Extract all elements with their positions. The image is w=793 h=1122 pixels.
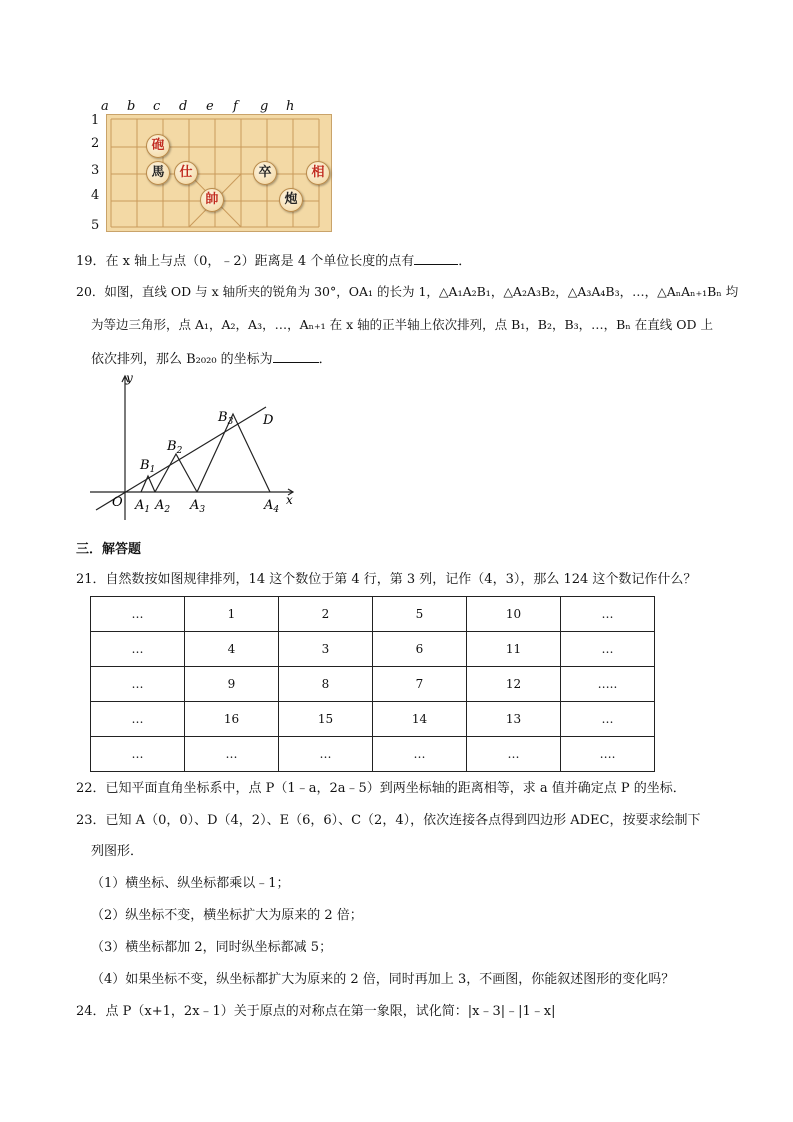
col-label: f bbox=[233, 99, 238, 114]
piece-zu-black: 卒 bbox=[253, 161, 277, 185]
table-cell: 9 bbox=[185, 667, 279, 702]
q19-text: 在 x 轴上与点（0，﹣2）距离是 4 个单位长度的点有 bbox=[105, 254, 415, 269]
col-label: b bbox=[127, 99, 136, 114]
question-20-line2 bbox=[91, 316, 713, 334]
table-cell: 4 bbox=[185, 632, 279, 667]
piece-pao-red: 砲 bbox=[146, 134, 170, 158]
question-20-line3 bbox=[91, 348, 332, 369]
table-cell: … bbox=[279, 737, 373, 772]
q21-text: 自然数按如图规律排列，14 这个数位于第 4 行，第 3 列，记作（4，3），那么 124 这个数记作什么？ bbox=[105, 572, 697, 587]
table-row bbox=[91, 702, 655, 737]
col-label: g bbox=[260, 99, 269, 114]
q20-line1: 如图，直线 OD 与 x 轴所夹的锐角为 30°，OA₁ 的长为 1，△A₁A₂B₁，△A₂A₃B₂，△A₃A₄B₃，…，△AₙAₙ₊₁Bₙ 均 bbox=[104, 284, 739, 299]
table-cell: … bbox=[91, 702, 185, 737]
equilateral-triangles-figure bbox=[88, 372, 298, 522]
q24-number: 24． bbox=[76, 1004, 106, 1019]
A1-label: $A_1$ bbox=[135, 498, 151, 515]
table-row bbox=[91, 597, 655, 632]
q20-answer-blank[interactable] bbox=[273, 348, 319, 363]
table-cell: 3 bbox=[279, 632, 373, 667]
q19-answer-blank[interactable] bbox=[414, 250, 458, 265]
col-label: d bbox=[179, 99, 188, 114]
A2-label: $A_2$ bbox=[155, 498, 171, 515]
row-label: 5 bbox=[91, 218, 100, 233]
q20-line2: 为等边三角形，点 A₁，A₂，A₃，…，Aₙ₊₁ 在 x 轴的正半轴上依次排列，点 B₁，B₂，B₃，…，Bₙ 在直线 OD 上 bbox=[91, 317, 713, 332]
piece-shuai-red: 帥 bbox=[200, 188, 224, 212]
table-cell: 2 bbox=[279, 597, 373, 632]
q19-number: 19． bbox=[76, 254, 106, 269]
table-cell: 7 bbox=[373, 667, 467, 702]
question-20-line1 bbox=[76, 283, 738, 301]
table-cell: 8 bbox=[279, 667, 373, 702]
table-cell: ….. bbox=[561, 667, 655, 702]
table-cell: … bbox=[91, 632, 185, 667]
q24-text: 点 P（x+1，2x﹣1）关于原点的对称点在第一象限，试化简：|x﹣3|﹣|1﹣x| bbox=[105, 1004, 556, 1019]
board-grid bbox=[107, 115, 331, 231]
row-label: 3 bbox=[91, 163, 100, 178]
q23-item-2: （2）纵坐标不变，横坐标扩大为原来的 2 倍； bbox=[91, 908, 363, 923]
question-23-line1 bbox=[76, 812, 700, 830]
piece-shi-red: 仕 bbox=[174, 161, 198, 185]
question-21 bbox=[76, 571, 696, 589]
table-cell: 10 bbox=[467, 597, 561, 632]
table-row bbox=[91, 667, 655, 702]
q23-line1: 已知 A（0，0）、D（4，2）、E（6，6）、C（2，4），依次连接各点得到四边形 ADEC，按要求绘制下 bbox=[105, 813, 701, 828]
table-cell: 12 bbox=[467, 667, 561, 702]
piece-ma-black: 馬 bbox=[146, 161, 170, 185]
q21-number: 21． bbox=[76, 572, 106, 587]
question-24 bbox=[76, 1003, 556, 1021]
q23-line2: 列图形． bbox=[91, 844, 144, 859]
A4-label: $A_4$ bbox=[264, 498, 280, 515]
piece-xiang-red: 相 bbox=[306, 161, 330, 185]
col-label: c bbox=[153, 99, 161, 114]
triangle-2 bbox=[155, 454, 197, 492]
q23-item-4: （4）如果坐标不变，纵坐标都扩大为原来的 2 倍，同时再加上 3，不画图，你能叙述图形的变化吗？ bbox=[91, 972, 675, 987]
q20-number: 20． bbox=[76, 284, 105, 299]
table-cell: 14 bbox=[373, 702, 467, 737]
table-cell: … bbox=[561, 632, 655, 667]
table-cell: … bbox=[561, 702, 655, 737]
table-row bbox=[91, 737, 655, 772]
chessboard bbox=[106, 114, 332, 232]
q23-item-1: （1）横坐标、纵坐标都乘以﹣1； bbox=[91, 876, 290, 891]
q20-end: ． bbox=[318, 352, 332, 367]
question-19 bbox=[76, 250, 471, 271]
table-cell: 16 bbox=[185, 702, 279, 737]
point-D-label: D bbox=[263, 413, 274, 428]
table-cell: … bbox=[373, 737, 467, 772]
row-label: 1 bbox=[91, 113, 100, 128]
table-cell: 11 bbox=[467, 632, 561, 667]
table-cell: … bbox=[91, 667, 185, 702]
piece-pao-black: 炮 bbox=[279, 188, 303, 212]
q19-end: ． bbox=[458, 254, 472, 269]
row-label: 4 bbox=[91, 188, 100, 203]
section-title: 三．解答题 bbox=[76, 542, 142, 557]
table-cell: 6 bbox=[373, 632, 467, 667]
table-cell: 15 bbox=[279, 702, 373, 737]
x-axis-label: x bbox=[286, 493, 293, 507]
B1-label: $B_1$ bbox=[140, 458, 156, 475]
col-label: e bbox=[206, 99, 214, 114]
col-label: a bbox=[101, 99, 109, 114]
triangle-3 bbox=[197, 414, 270, 492]
table-cell: … bbox=[91, 737, 185, 772]
q22-text: 已知平面直角坐标系中，点 P（1﹣a，2a﹣5）到两坐标轴的距离相等，求 a 值并确定点 P 的坐标． bbox=[105, 781, 686, 796]
q23-item-3: （3）横坐标都加 2，同时纵坐标都减 5； bbox=[91, 940, 333, 955]
table-cell: 1 bbox=[185, 597, 279, 632]
A3-label: $A_3$ bbox=[190, 498, 206, 515]
number-arrangement-table bbox=[90, 596, 655, 772]
col-label: h bbox=[286, 99, 295, 114]
table-cell: … bbox=[561, 597, 655, 632]
table-cell: 13 bbox=[467, 702, 561, 737]
table-row bbox=[91, 632, 655, 667]
row-label: 2 bbox=[91, 136, 100, 151]
y-axis-label: y bbox=[126, 372, 133, 385]
q23-number: 23． bbox=[76, 813, 106, 828]
question-22 bbox=[76, 780, 686, 798]
table-cell: …. bbox=[561, 737, 655, 772]
B3-label: $B_3$ bbox=[218, 410, 234, 427]
table-cell: … bbox=[185, 737, 279, 772]
origin-label: O bbox=[112, 495, 123, 510]
B2-label: $B_2$ bbox=[167, 439, 183, 456]
table-cell: … bbox=[467, 737, 561, 772]
q20-line3: 依次排列，那么 B₂₀₂₀ 的坐标为 bbox=[91, 352, 273, 367]
table-cell: … bbox=[91, 597, 185, 632]
q22-number: 22． bbox=[76, 781, 106, 796]
table-cell: 5 bbox=[373, 597, 467, 632]
